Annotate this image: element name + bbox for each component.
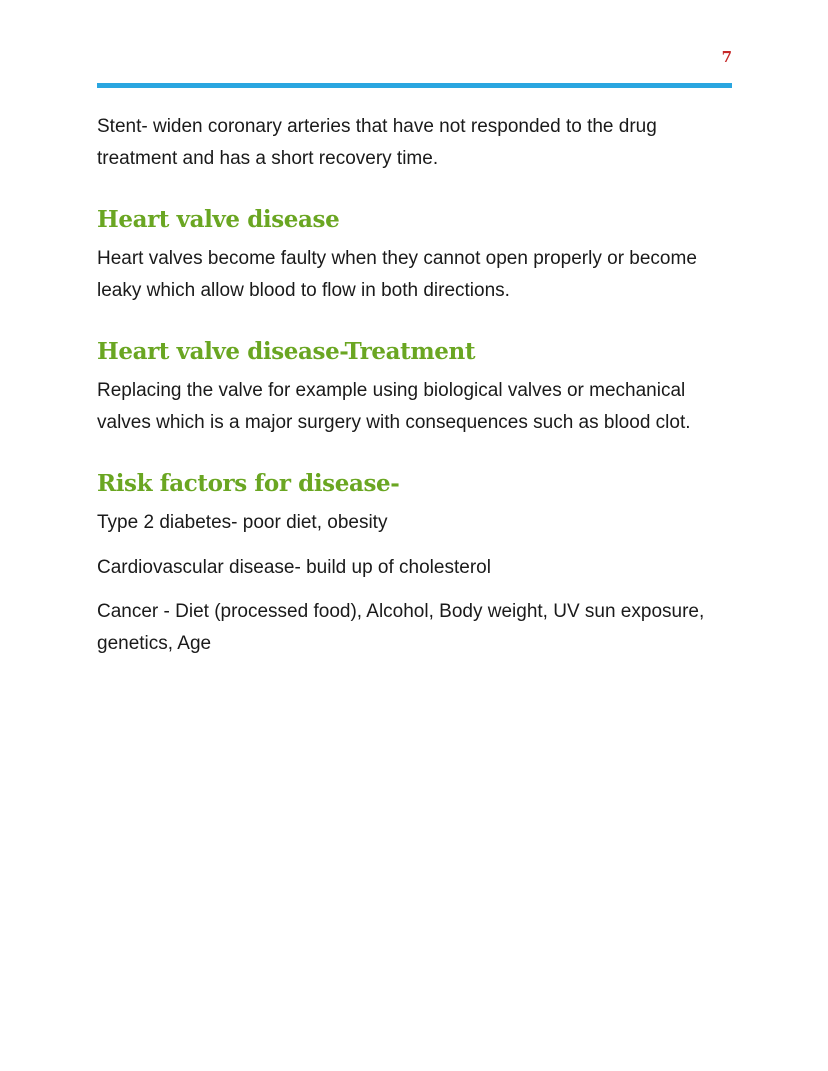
- risk-factor-item: Cancer - Diet (processed food), Alcohol, Body weight, UV sun exposure, genetics, Age: [97, 601, 705, 654]
- heart-valve-treatment-heading: Heart valve disease-Treatment: [97, 338, 476, 365]
- risk-factor-item: Type 2 diabetes- poor diet, obesity: [97, 512, 388, 533]
- page-number: 7: [721, 48, 732, 66]
- header-divider: [97, 83, 732, 88]
- risk-factors-heading: Risk factors for disease-: [97, 470, 400, 497]
- page-content: [97, 111, 732, 659]
- intro-paragraph: Stent- widen coronary arteries that have not responded to the drug treatment and has a short recovery time.: [97, 116, 657, 169]
- heart-valve-treatment-paragraph: Replacing the valve for example using biological valves or mechanical valves which is a major surgery with consequences such as blood clot.: [97, 380, 691, 433]
- heart-valve-disease-heading: Heart valve disease: [97, 206, 340, 233]
- risk-factor-item: Cardiovascular disease- build up of cholesterol: [97, 556, 491, 578]
- heart-valve-disease-paragraph: Heart valves become faulty when they cannot open properly or become leaky which allow blood to flow in both directions.: [97, 248, 697, 301]
